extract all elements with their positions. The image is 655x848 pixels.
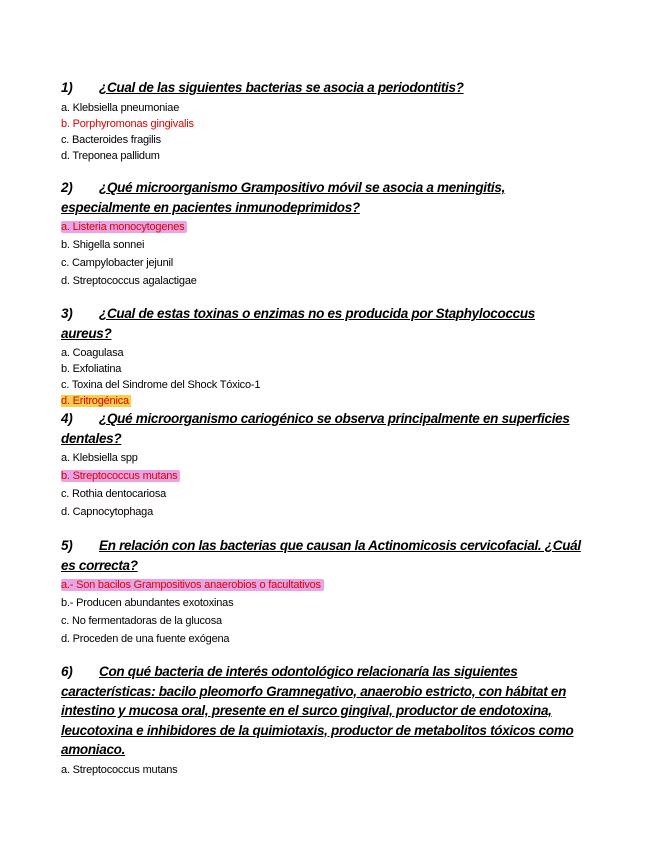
question-text: En relación con las bacterias que causan la Actinomicosis cervicofacial. ¿Cuál es correcta?: [61, 538, 581, 573]
option-b-answer: b. Porphyromonas gingivalis: [61, 117, 194, 130]
option-d-answer: [61, 393, 581, 409]
option-b: b. Exfoliatina: [61, 363, 122, 375]
option-c: c. No fermentadoras de la glucosa: [61, 615, 222, 627]
option-c: c. Toxina del Sindrome del Shock Tóxico-1: [61, 379, 261, 391]
question-6-title: [61, 662, 581, 760]
question-text: ¿Cual de estas toxinas o enzimas no es producida por Staphylococcus aureus?: [61, 306, 536, 341]
question-number: 2): [61, 180, 73, 195]
option-b-highlight: b. Streptococcus mutans: [61, 470, 180, 482]
option-a-answer: [61, 219, 581, 235]
option-d: d. Capnocytophaga: [61, 506, 154, 518]
question-2: [61, 178, 581, 289]
option-c: c. Campylobacter jejunil: [61, 257, 173, 269]
question-number: 1): [61, 80, 73, 95]
question-1: [61, 78, 581, 164]
question-6: [61, 662, 581, 778]
option-d: d. Proceden de una fuente exógena: [61, 633, 230, 645]
option-a: a. Coagulasa: [61, 347, 124, 359]
question-5: [61, 536, 581, 647]
option-a: a. Klebsiella pneumoniae: [61, 101, 180, 114]
question-text: Con qué bacteria de interés odontológico relacionaría las siguientes características: bacilo pleomorfo Gramnegativo, anaerobio estricto, con hábitat en intestino y mucosa oral, presente en el surco gingival, productor de endotoxina, leucotoxina e inhibidores de la quimiotaxis, productor de metabolitos tóxicos como amoniaco.: [61, 664, 574, 757]
question-text: ¿Cual de las siguientes bacterias se asocia a periodontitis?: [99, 80, 464, 95]
question-number: 4): [61, 411, 73, 426]
option-d-highlight: d. Eritrogénica: [61, 395, 129, 407]
option-a: a. Klebsiella spp: [61, 452, 138, 464]
option-b: b.- Producen abundantes exotoxinas: [61, 597, 234, 609]
question-number: 6): [61, 664, 73, 679]
question-number: 3): [61, 306, 73, 321]
question-text: ¿Qué microorganismo Grampositivo móvil se asocia a meningitis, especialmente en pacientes inmunodeprimidos?: [61, 180, 506, 215]
option-b-answer: [61, 468, 581, 484]
option-d: d. Treponea pallidum: [61, 149, 160, 162]
question-3: [61, 304, 581, 409]
option-b: b. Shigella sonnei: [61, 239, 145, 251]
question-text: ¿Qué microorganismo cariogénico se observa principalmente en superficies dentales?: [61, 411, 570, 446]
option-c: c. Rothia dentocariosa: [61, 488, 167, 500]
question-number: 5): [61, 538, 73, 553]
question-1-title: [61, 78, 581, 98]
question-5-title: [61, 536, 581, 575]
option-a-answer: [61, 577, 581, 593]
option-a-highlight: a. Listeria monocytogenes: [61, 221, 187, 233]
question-2-title: [61, 178, 581, 217]
option-a-highlight: a.- Son bacilos Grampositivos anaerobios o facultativos: [61, 579, 324, 591]
option-d: d. Streptococcus agalactigae: [61, 275, 197, 287]
option-a: a. Streptococcus mutans: [61, 763, 178, 776]
question-4: [61, 409, 581, 520]
option-c: c. Bacteroides fragilis: [61, 133, 161, 146]
question-4-title: [61, 409, 581, 448]
question-3-title: [61, 304, 581, 343]
